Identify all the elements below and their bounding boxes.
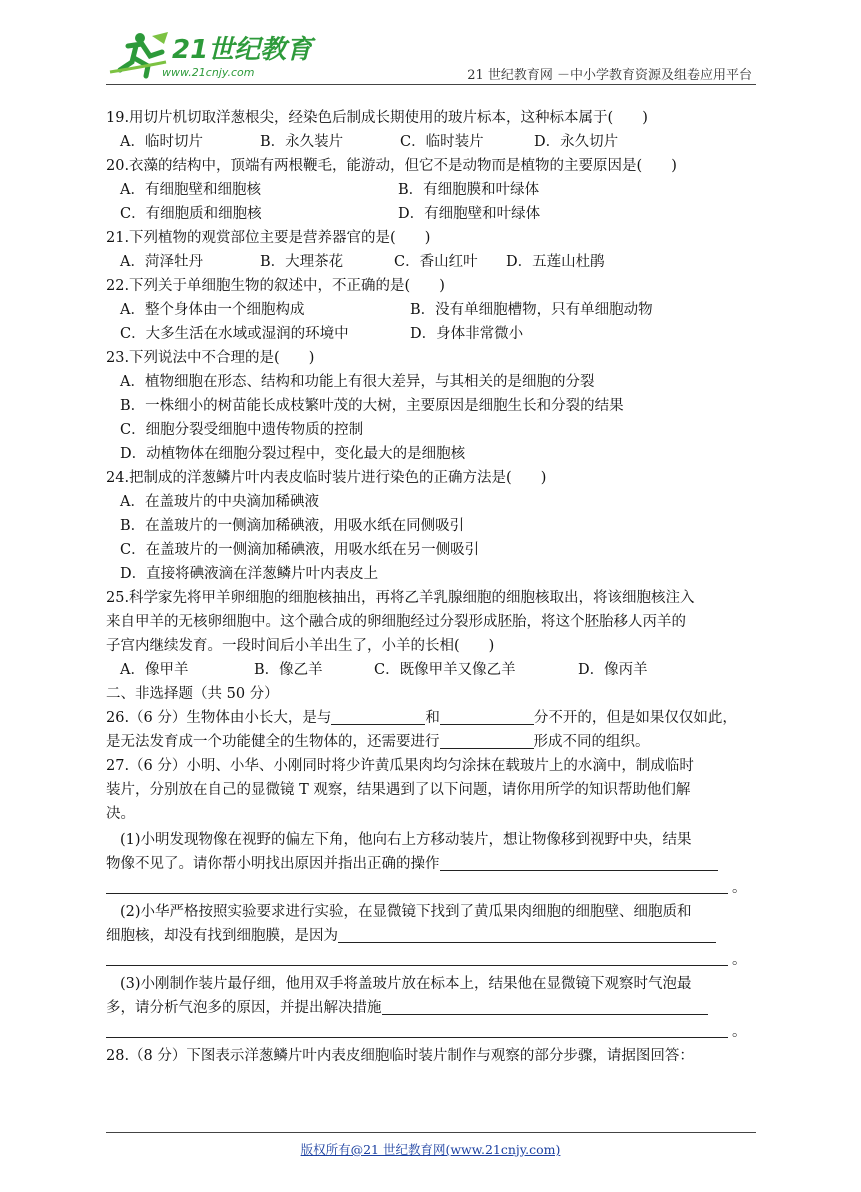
answer-blank[interactable]: [440, 732, 534, 749]
option: D．有细胞壁和叶绿体: [398, 206, 541, 222]
q26-text: 26.（6 分）生物体由小长大，是与: [106, 710, 332, 726]
option: C．既像甲羊又像乙羊: [374, 662, 516, 678]
subquestion-text: 物像不见了。请你帮小明找出原因并指出正确的操作: [106, 856, 440, 872]
question-stem-line: 27.（6 分）小明、小华、小刚同时将少许黄瓜果肉均匀涂抹在载玻片上的水滴中，制成临时: [106, 758, 694, 774]
platform-name: 21 世纪教育网 －中小学教育资源及组卷应用平台: [467, 68, 752, 83]
option-row: [106, 322, 758, 346]
period: 。: [732, 952, 747, 968]
answer-underline: [106, 965, 728, 966]
question-stem: 19.用切片机切取洋葱根尖，经染色后制成长期使用的玻片标本，这种标本属于( ): [106, 110, 648, 126]
option: B．在盖玻片的一侧滴加稀碘液，用吸水纸在同侧吸引: [120, 518, 465, 534]
option-row: [106, 178, 758, 202]
option: A．在盖玻片的中央滴加稀碘液: [120, 494, 319, 510]
answer-line[interactable]: [106, 876, 758, 900]
q26-text: 分不开的，但是如果仅仅如此，: [533, 710, 737, 726]
question-stem: 23.下列说法中不合理的是( ): [106, 350, 315, 366]
option: D．身体非常微小: [410, 326, 524, 342]
option: B．没有单细胞槽物，只有单细胞动物: [410, 302, 653, 318]
question-stem-line: 子宫内继续发育。一段时间后小羊出生了，小羊的长相( ): [106, 638, 495, 654]
question-stem-line: 来自甲羊的无核卵细胞中。这个融合成的卵细胞经过分裂形成胚胎，将这个胚胎移人丙羊的: [106, 614, 686, 630]
subquestion-line: (3)小刚制作装片最仔细，他用双手将盖玻片放在标本上，结果他在显微镜下观察时气泡最: [120, 976, 692, 992]
option-row: [106, 202, 758, 226]
copyright-link[interactable]: 版权所有@21 世纪教育网(www.21cnjy.com): [300, 1142, 561, 1157]
question-26: [106, 706, 758, 730]
option: D．永久切片: [534, 134, 619, 150]
option: A．植物细胞在形态、结构和功能上有很大差异，与其相关的是细胞的分裂: [120, 374, 595, 390]
option: A．像甲羊: [120, 662, 189, 678]
question-stem-line: 装片，分别放在自己的显微镜 T 观察，结果遇到了以下问题，请你用所学的知识帮助他们解: [106, 782, 691, 798]
section-heading: 二、非选择题（共 50 分）: [106, 686, 279, 702]
question-stem: 24.把制成的洋葱鳞片叶内表皮临时装片进行染色的正确方法是( ): [106, 470, 547, 486]
question-stem: 22.下列关于单细胞生物的叙述中，不正确的是( ): [106, 278, 445, 294]
answer-line[interactable]: [106, 1020, 758, 1044]
option-row: [106, 658, 758, 682]
question-stem-line: 决。: [106, 806, 135, 822]
question-stem: 21.下列植物的观赏部位主要是营养器官的是( ): [106, 230, 431, 246]
option: D．动植物体在细胞分裂过程中，变化最大的是细胞核: [120, 446, 466, 462]
option: D．像丙羊: [578, 662, 648, 678]
option: B．一株细小的树苗能长成枝繁叶茂的大树，主要原因是细胞生长和分裂的结果: [120, 398, 624, 414]
logo-url: www.21cnjy.com: [162, 66, 255, 79]
page-content: [106, 106, 758, 1068]
option: C．临时装片: [400, 134, 484, 150]
option: C．在盖玻片的一侧滴加稀碘液，用吸水纸在另一侧吸引: [120, 542, 480, 558]
header-divider: [106, 84, 756, 85]
option: C．香山红叶: [394, 254, 478, 270]
answer-underline: [106, 893, 728, 894]
footer-divider: [106, 1132, 756, 1133]
option: B．像乙羊: [254, 662, 323, 678]
period: 。: [732, 1024, 747, 1040]
option: B．永久装片: [260, 134, 344, 150]
subquestion-line: [106, 996, 758, 1020]
q26-text: 是无法发育成一个功能健全的生物体的，还需要进行: [106, 734, 440, 750]
option: C．大多生活在水域或湿润的环境中: [120, 326, 349, 342]
option-row: [106, 298, 758, 322]
option-row: [106, 250, 758, 274]
option: B．大理茶花: [260, 254, 344, 270]
option: A．临时切片: [120, 134, 203, 150]
q26-text: 形成不同的组织。: [533, 734, 650, 750]
option: C．细胞分裂受细胞中遗传物质的控制: [120, 422, 364, 438]
option: D．五莲山杜鹃: [506, 254, 605, 270]
answer-underline: [106, 1037, 728, 1038]
option: A．整个身体由一个细胞构成: [120, 302, 305, 318]
q26-text: 和: [425, 710, 440, 726]
subquestion-line: (1)小明发现物像在视野的偏左下角，他向右上方移动装片，想让物像移到视野中央，结果: [120, 832, 692, 848]
question-26-line2: [106, 730, 758, 754]
answer-blank[interactable]: [382, 998, 708, 1015]
subquestion-text: 细胞核，却没有找到细胞膜，是因为: [106, 928, 338, 944]
subquestion-line: [106, 924, 758, 948]
page-header: [106, 28, 756, 84]
question-stem: 20.衣藻的结构中，顶端有两根鞭毛，能游动，但它不是动物而是植物的主要原因是( ): [106, 158, 677, 174]
option: A．菏泽牡丹: [120, 254, 203, 270]
subquestion-text: 多，请分析气泡多的原因，并提出解决措施: [106, 1000, 382, 1016]
subquestion-line: [106, 852, 758, 876]
logo: [106, 28, 313, 82]
option: B．有细胞膜和叶绿体: [398, 182, 540, 198]
period: 。: [732, 880, 747, 896]
answer-line[interactable]: [106, 948, 758, 972]
option-row: [106, 130, 758, 154]
option: D．直接将碘液滴在洋葱鳞片叶内表皮上: [120, 566, 379, 582]
answer-blank[interactable]: [440, 708, 534, 725]
option: A．有细胞壁和细胞核: [120, 182, 261, 198]
answer-blank[interactable]: [331, 708, 425, 725]
logo-text: 21世纪教育: [172, 35, 313, 65]
answer-blank[interactable]: [338, 926, 716, 943]
question-stem-line: 25.科学家先将甲羊卵细胞的细胞核抽出，再将乙羊乳腺细胞的细胞核取出，将该细胞核注入: [106, 590, 695, 606]
answer-blank[interactable]: [440, 854, 718, 871]
subquestion-line: (2)小华严格按照实验要求进行实验，在显微镜下找到了黄瓜果肉细胞的细胞壁、细胞质和: [120, 904, 692, 920]
question-stem: 28.（8 分）下图表示洋葱鳞片叶内表皮细胞临时装片制作与观察的部分步骤，请据图回答：: [106, 1048, 694, 1064]
option: C．有细胞质和细胞核: [120, 206, 262, 222]
